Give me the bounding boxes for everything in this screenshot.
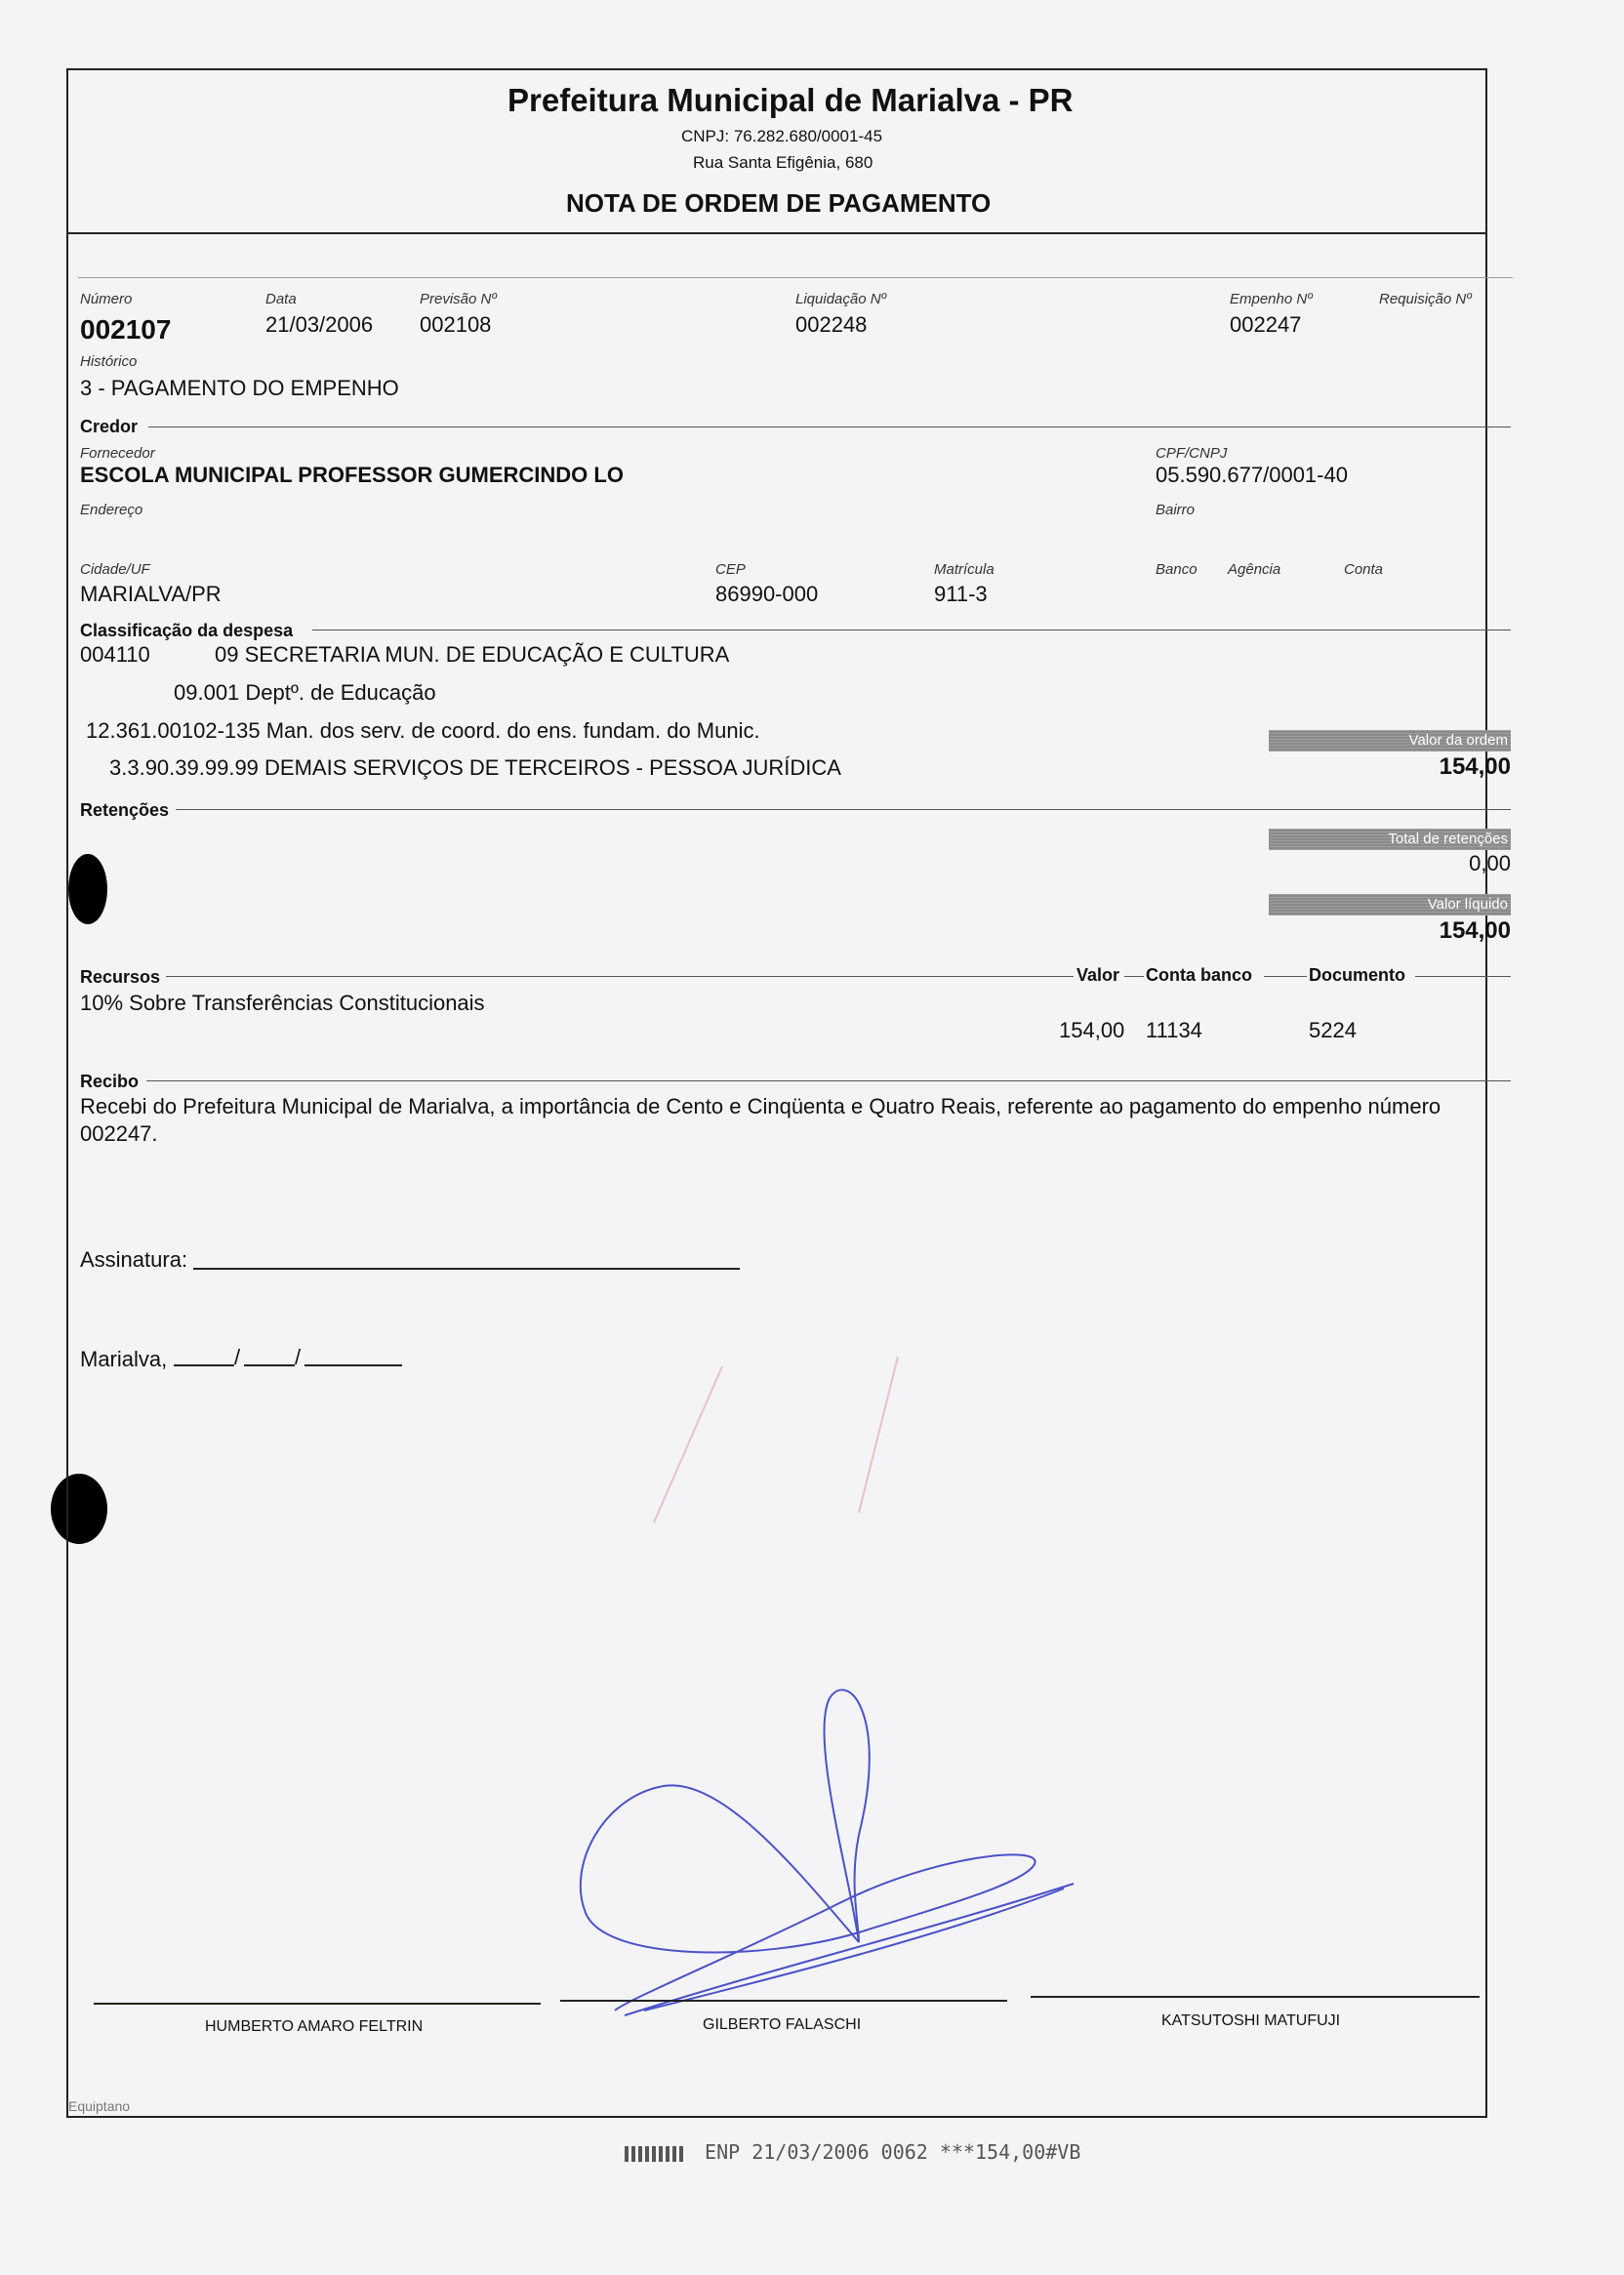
banco-label: Banco [1156,561,1198,578]
requisicao-label: Requisição Nº [1379,291,1472,307]
fornecedor-label: Fornecedor [80,445,155,462]
data-label: Data [265,291,297,307]
classificacao-line1: 09 SECRETARIA MUN. DE EDUCAÇÃO E CULTURA [215,642,730,667]
stamp-icon [625,2146,683,2162]
recibo-text: Recebi do Prefeitura Municipal de Marialva, a importância de Cento e Cinqüenta e Quatro Reais, referente ao pagamento do empenho número 002247. [80,1094,1441,1146]
valor-ordem-value: 154,00 [1439,753,1511,780]
recursos-valor: 154,00 [1059,1018,1125,1042]
valor-liquido-value: 154,00 [1439,917,1511,944]
recursos-rule-right [1415,976,1511,977]
signatory-3: KATSUTOSHI MATUFUJI [1161,2012,1341,2029]
assinatura-label: Assinatura: [80,1247,188,1272]
recursos-rule-mid2 [1264,976,1307,977]
numero-value: 002107 [80,314,172,345]
matricula-value: 911-3 [934,582,988,606]
empenho-label: Empenho Nº [1230,291,1313,307]
cpf-value: 05.590.677/0001-40 [1156,463,1348,487]
software-name: Equiptano [68,2098,131,2114]
recursos-rule-mid1 [1124,976,1144,977]
cnpj-text: CNPJ: 76.282.680/0001-45 [681,127,883,145]
retencoes-section-title: Retenções [80,800,170,820]
recursos-descricao: 10% Sobre Transferências Constitucionais [80,991,485,1015]
numero-label: Número [80,291,133,307]
cep-label: CEP [715,561,746,578]
recursos-documento: 5224 [1309,1018,1357,1042]
liquidacao-value: 002248 [795,312,868,337]
classificacao-section-title: Classificação da despesa [80,621,294,640]
header-subdivider [78,277,1513,278]
signatory-2: GILBERTO FALASCHI [703,2016,862,2033]
previsao-value: 002108 [420,312,492,337]
empenho-value: 002247 [1230,312,1302,337]
bairro-label: Bairro [1156,502,1196,518]
header-divider [66,232,1485,234]
red-pen-marks [644,1347,917,1542]
fornecedor-value: ESCOLA MUNICIPAL PROFESSOR GUMERCINDO LO [80,463,624,487]
recursos-section-title: Recursos [80,967,161,987]
signature-line-1 [94,2003,541,2005]
stamp-text: ENP 21/03/2006 0062 ***154,00#VB [705,2140,1081,2164]
agencia-label: Agência [1228,561,1281,578]
recibo-section-title: Recibo [80,1072,140,1091]
recursos-rule-left [166,976,1074,977]
credor-section-title: Credor [80,417,139,436]
historico-value: 3 - PAGAMENTO DO EMPENHO [80,376,399,400]
classificacao-code: 004110 [80,642,150,667]
municipality-title: Prefeitura Municipal de Marialva - PR [508,82,1074,118]
handwritten-signature [566,1679,1093,2030]
historico-label: Histórico [80,353,138,370]
total-retencoes-value: 0,00 [1469,851,1511,875]
endereco-label: Endereço [80,502,143,518]
signature-line-3 [1031,1996,1480,1998]
date-slash-2: / [295,1345,302,1369]
valor-ordem-label: Valor da ordem [1269,730,1511,752]
recursos-conta: 11134 [1146,1018,1202,1042]
signature-line-2 [560,2000,1007,2002]
date-blank-year [304,1364,402,1366]
matricula-label: Matrícula [934,561,995,578]
conta-label: Conta [1344,561,1384,578]
classificacao-line3: 12.361.00102-135 Man. dos serv. de coord. do ens. fundam. do Munic. [86,718,760,743]
cep-value: 86990-000 [715,582,819,606]
address-text: Rua Santa Efigênia, 680 [693,153,873,172]
document-title: NOTA DE ORDEM DE PAGAMENTO [566,188,992,218]
date-slash-1: / [234,1345,241,1369]
valor-liquido-label: Valor líquido [1269,894,1511,915]
recursos-valor-label: Valor [1076,965,1120,985]
liquidacao-label: Liquidação Nº [795,291,887,307]
cidade-value: MARIALVA/PR [80,582,222,606]
signatory-1: HUMBERTO AMARO FELTRIN [205,2018,424,2035]
classificacao-line2: 09.001 Deptº. de Educação [174,680,436,705]
date-blank-month [244,1364,295,1366]
local-label: Marialva, [80,1347,168,1371]
recibo-rule [146,1080,1511,1081]
cidade-label: Cidade/UF [80,561,150,578]
recursos-conta-label: Conta banco [1146,965,1253,985]
previsao-label: Previsão Nº [420,291,497,307]
recursos-documento-label: Documento [1309,965,1405,985]
classificacao-line4: 3.3.90.39.99.99 DEMAIS SERVIÇOS DE TERCEIROS - PESSOA JURÍDICA [109,755,841,780]
total-retencoes-label: Total de retenções [1269,829,1511,850]
date-blank-day [174,1364,234,1366]
data-value: 21/03/2006 [265,312,374,337]
assinatura-line [193,1268,740,1270]
cpf-label: CPF/CNPJ [1156,445,1228,462]
retencoes-rule [176,809,1511,810]
bank-stamp [625,2140,1080,2164]
